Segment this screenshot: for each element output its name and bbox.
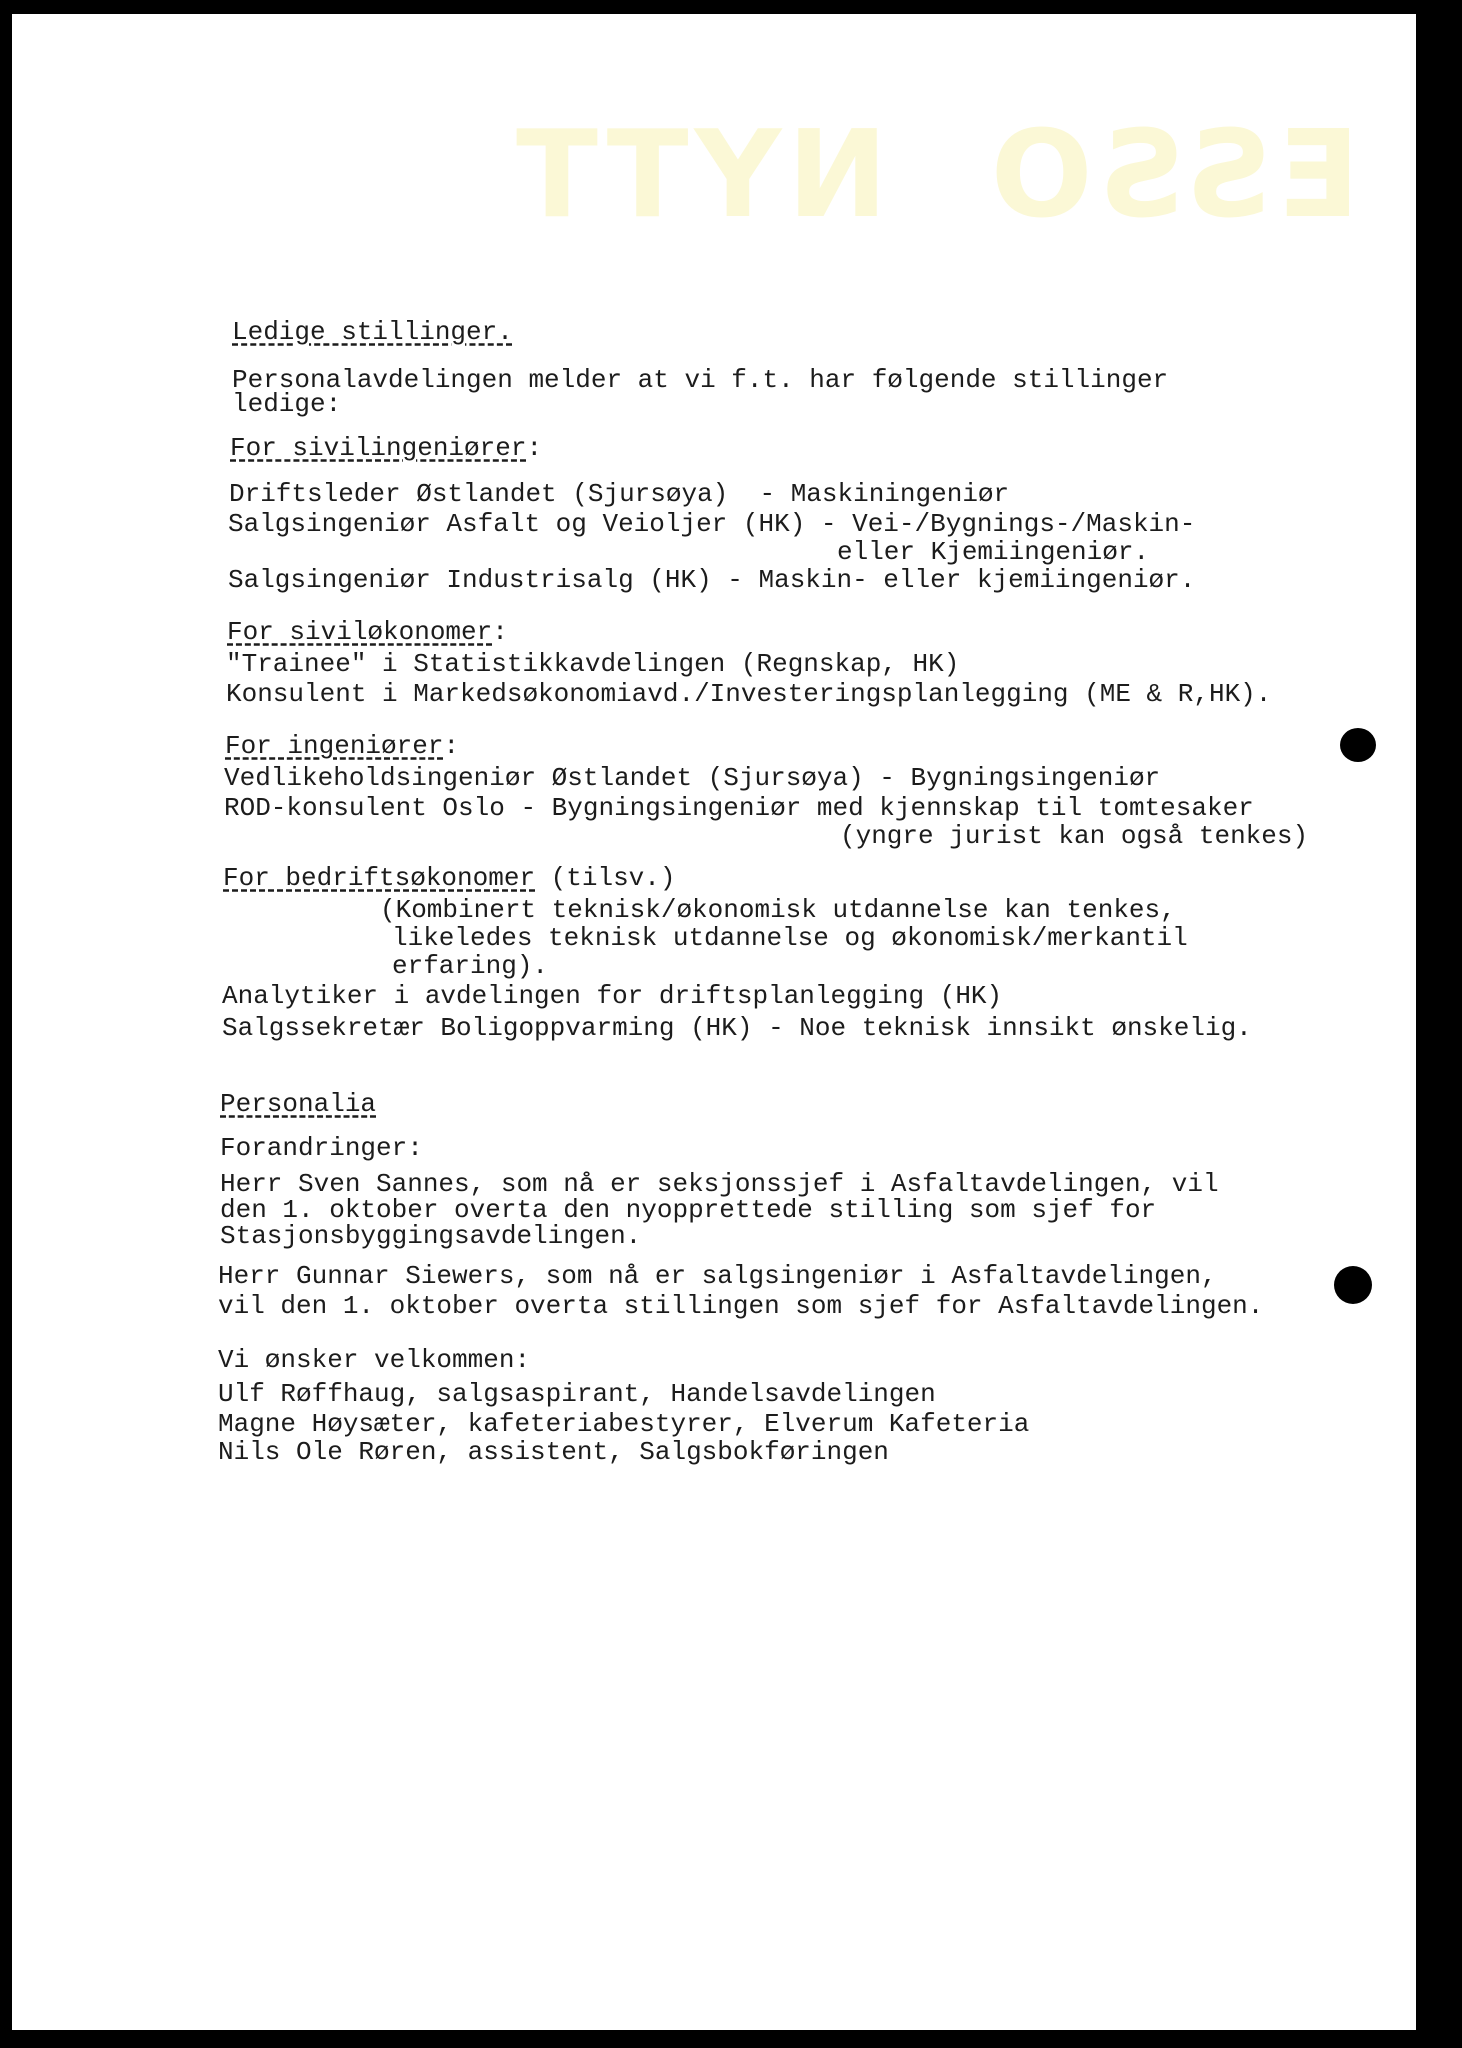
position-line: Analytiker i avdelingen for driftsplanlegging (HK) (222, 981, 1003, 1011)
position-line: Vedlikeholdsingeniør Østlandet (Sjursøya) - Bygningsingeniør (224, 763, 1161, 793)
position-note-line: (Kombinert teknisk/økonomisk utdannelse kan tenkes, (380, 895, 1176, 925)
change-line: Herr Gunnar Siewers, som nå er salgsingeniør i Asfaltavdelingen, (218, 1261, 1217, 1291)
vacancies-heading: Ledige stillinger. (232, 317, 513, 347)
masthead-word-nytt: NYTT (510, 105, 888, 245)
change-line: Stasjonsbyggingsavdelingen. (220, 1221, 642, 1251)
position-line: ROD-konsulent Oslo - Bygningsingeniør med kjennskap til tomtesaker (224, 793, 1254, 823)
position-line: Driftsleder Østlandet (Sjursøya) - Maskiningeniør (229, 479, 1010, 509)
position-note-line: likeledes teknisk utdannelse og økonomisk/merkantil (392, 923, 1188, 953)
personalia-heading: Personalia (220, 1089, 377, 1119)
changes-label: Forandringer: (220, 1133, 423, 1163)
economists-heading: For siviløkonomer: (227, 617, 508, 647)
position-note-line: erfaring). (392, 951, 549, 981)
vacancies-intro-line: Personalavdelingen melder at vi f.t. har følgende stillinger (232, 365, 1169, 395)
punch-mark-dot (1340, 728, 1376, 762)
position-line: Konsulent i Markedsøkonomiavd./Investeringsplanlegging (ME & R,HK). (226, 679, 1272, 709)
punch-mark-dot (1334, 1266, 1372, 1304)
civil-engineers-heading: For sivilingeniører: (230, 433, 543, 463)
welcome-line: Ulf Røffhaug, salgsaspirant, Handelsavdelingen (218, 1379, 936, 1409)
position-line: eller Kjemiingeniør. (837, 537, 1150, 567)
welcome-line: Nils Ole Røren, assistent, Salgsbokføringen (218, 1437, 889, 1467)
change-line: vil den 1. oktober overta stillingen som sjef for Asfaltavdelingen. (218, 1291, 1264, 1321)
vacancies-intro-line: ledige: (232, 389, 342, 419)
change-line: den 1. oktober overta den nyopprettede stilling som sjef for (220, 1195, 1157, 1225)
position-line: Salgsingeniør Asfalt og Veioljer (HK) - Vei-/Bygnings-/Maskin- (228, 509, 1196, 539)
welcome-line: Magne Høysæter, kafeteriabestyrer, Elverum Kafeteria (218, 1409, 1030, 1439)
position-line: Salgssekretær Boligoppvarming (HK) - Noe teknisk innsikt ønskelig. (222, 1013, 1252, 1043)
business-economists-heading: For bedriftsøkonomer (tilsv.) (223, 863, 676, 893)
change-line: Herr Sven Sannes, som nå er seksjonssjef i Asfaltavdelingen, vil (220, 1169, 1219, 1199)
welcome-label: Vi ønsker velkommen: (218, 1345, 531, 1375)
engineers-heading: For ingeniører: (225, 731, 460, 761)
masthead-word-esso: ESSO (984, 105, 1360, 245)
position-line: "Trainee" i Statistikkavdelingen (Regnskap, HK) (226, 649, 960, 679)
position-line: (yngre jurist kan også tenkes) (840, 821, 1309, 851)
position-line: Salgsingeniør Industrisalg (HK) - Maskin- eller kjemiingeniør. (228, 565, 1196, 595)
